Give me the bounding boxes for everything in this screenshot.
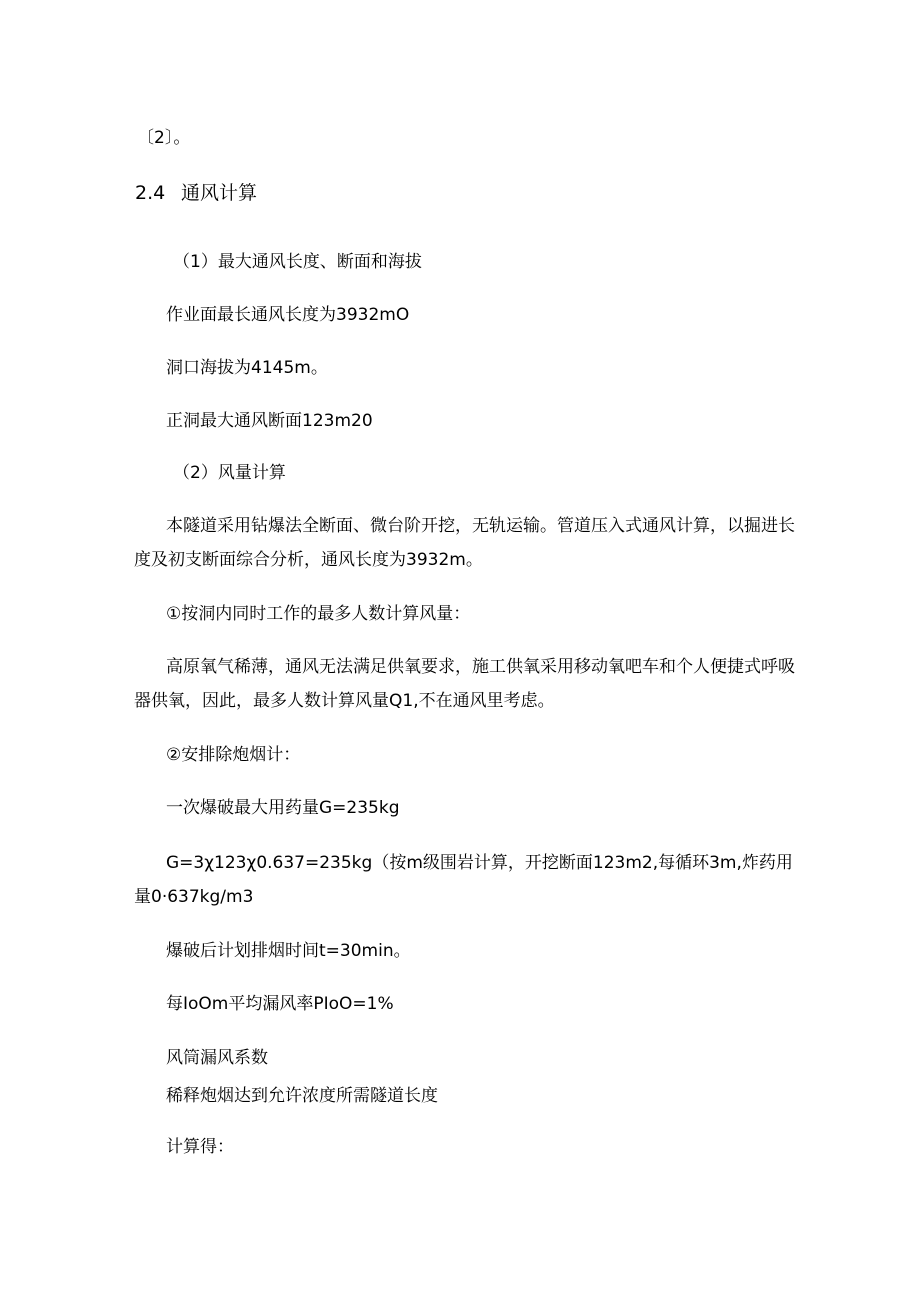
paragraph-smoke-time: 爆破后计划排烟时间t=30min。 xyxy=(166,941,411,961)
paragraph-dilution-length: 稀释炮烟达到允许浓度所需隧道长度 xyxy=(166,1086,438,1106)
paragraph-leak-rate: 每IoOm平均漏风率PIoO=1% xyxy=(166,994,394,1014)
paragraph-portal-altitude: 洞口海拔为4145m。 xyxy=(166,358,328,378)
section-heading xyxy=(135,182,257,204)
subsection-heading-1: （1）最大通风长度、断面和海拔 xyxy=(173,252,422,272)
section-title: 通风计算 xyxy=(181,182,258,204)
paragraph-formula-line-1: G=3χ123χ0.637=235kg（按m级围岩计算，开挖断面123m2,每循环3m,炸药用 xyxy=(166,853,793,873)
paragraph-oxygen-line-1: 高原氧气稀薄，通风无法满足供氧要求，施工供氧采用移动氧吧车和个人便捷式呼吸 xyxy=(166,657,795,677)
paragraph-leak-coefficient: 风筒漏风系数 xyxy=(166,1048,268,1068)
item-2-heading: ②安排除炮烟计： xyxy=(166,745,301,765)
paragraph-max-charge: 一次爆破最大用药量G=235kg xyxy=(166,798,400,818)
paragraph-method-line-1: 本隧道采用钻爆法全断面、微台阶开挖，无轨运输。管道压入式通风计算，以掘进长 xyxy=(166,516,795,536)
paragraph-result: 计算得： xyxy=(166,1137,234,1157)
paragraph-oxygen-line-2: 器供氧，因此，最多人数计算风量Q1,不在通风里考虑。 xyxy=(134,691,555,711)
paragraph-max-section: 正洞最大通风断面123m20 xyxy=(166,411,373,431)
section-number: 2.4 xyxy=(135,182,166,204)
paragraph-formula-line-2: 量0·637kg∕m3 xyxy=(134,887,254,907)
paragraph-max-ventilation-length: 作业面最长通风长度为3932mO xyxy=(166,305,410,325)
paragraph-method-line-2: 度及初支断面综合分析，通风长度为3932m。 xyxy=(134,550,483,570)
item-1-heading: ①按洞内同时工作的最多人数计算风量： xyxy=(166,604,471,624)
reference-tail: 〔2〕。 xyxy=(137,128,191,148)
subsection-heading-2: （2）风量计算 xyxy=(173,463,286,483)
